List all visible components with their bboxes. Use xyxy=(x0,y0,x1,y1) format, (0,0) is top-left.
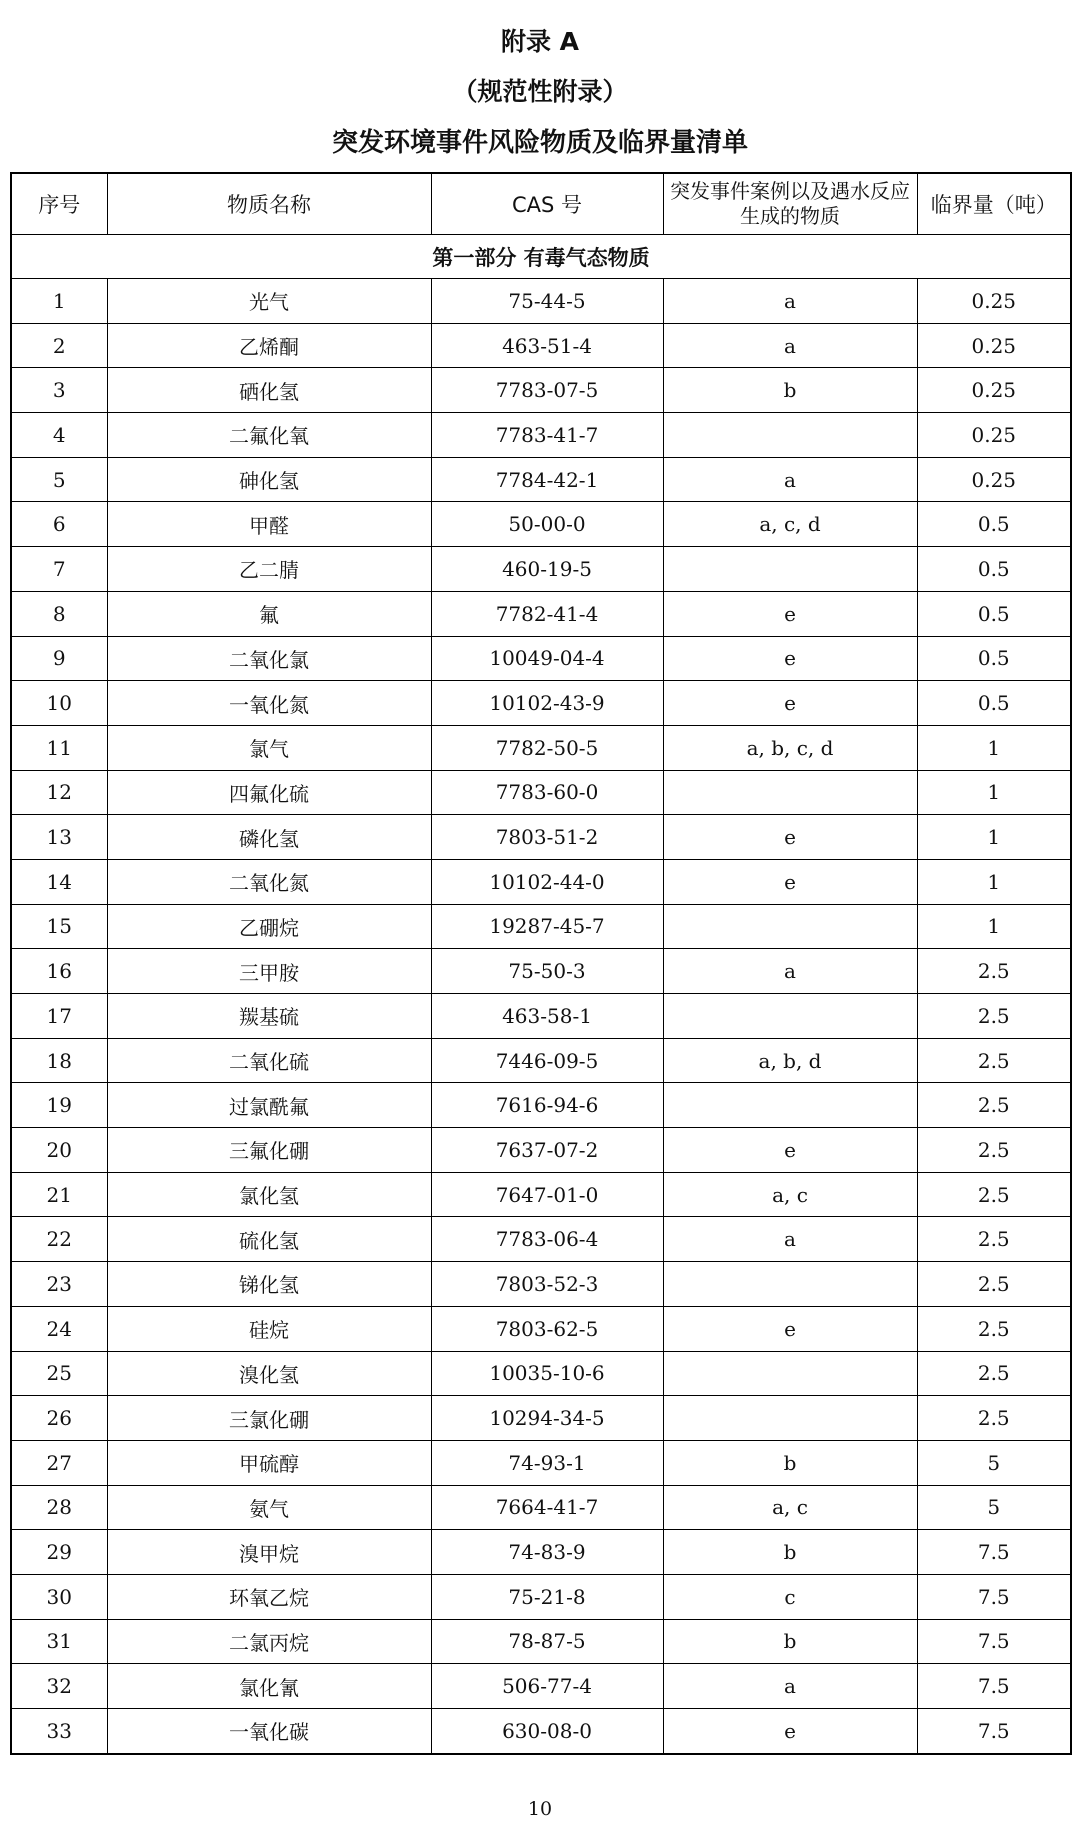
cell-name: 氨气 xyxy=(107,1485,431,1530)
cell-name: 氟 xyxy=(107,591,431,636)
table-row xyxy=(11,904,1071,949)
cell-name: 三氟化硼 xyxy=(107,1128,431,1173)
cell-name: 硒化氢 xyxy=(107,368,431,413)
cell-case: b xyxy=(663,1530,917,1575)
cell-case: e xyxy=(663,1128,917,1173)
cell-case: a xyxy=(663,457,917,502)
cell-cas: 463-51-4 xyxy=(431,323,663,368)
cell-no: 26 xyxy=(11,1396,107,1441)
table-row xyxy=(11,859,1071,904)
cell-name: 一氧化氮 xyxy=(107,681,431,726)
cell-cas: 7803-51-2 xyxy=(431,815,663,860)
cell-case: e xyxy=(663,681,917,726)
cell-no: 16 xyxy=(11,949,107,994)
cell-case: e xyxy=(663,591,917,636)
table-row xyxy=(11,1351,1071,1396)
cell-no: 6 xyxy=(11,502,107,547)
cell-case: c xyxy=(663,1574,917,1619)
table-row xyxy=(11,1172,1071,1217)
cell-case: a xyxy=(663,949,917,994)
cell-case: a, c xyxy=(663,1172,917,1217)
cell-case: e xyxy=(663,1709,917,1754)
cell-name: 乙烯酮 xyxy=(107,323,431,368)
cell-name: 羰基硫 xyxy=(107,994,431,1039)
cell-no: 12 xyxy=(11,770,107,815)
cell-case: e xyxy=(663,636,917,681)
cell-threshold: 2.5 xyxy=(917,1262,1071,1307)
cell-case: a xyxy=(663,1664,917,1709)
cell-no: 21 xyxy=(11,1172,107,1217)
cell-no: 9 xyxy=(11,636,107,681)
cell-case: a, c, d xyxy=(663,502,917,547)
cell-name: 硅烷 xyxy=(107,1306,431,1351)
cell-case xyxy=(663,1083,917,1128)
table-row xyxy=(11,413,1071,458)
table-row xyxy=(11,994,1071,1039)
table-row xyxy=(11,1262,1071,1307)
cell-threshold: 2.5 xyxy=(917,1306,1071,1351)
column-header-name: 物质名称 xyxy=(107,173,431,235)
cell-cas: 10049-04-4 xyxy=(431,636,663,681)
cell-threshold: 0.25 xyxy=(917,368,1071,413)
cell-name: 溴甲烷 xyxy=(107,1530,431,1575)
table-row xyxy=(11,1530,1071,1575)
section-row xyxy=(11,235,1071,279)
cell-name: 甲硫醇 xyxy=(107,1440,431,1485)
cell-threshold: 0.25 xyxy=(917,413,1071,458)
cell-no: 18 xyxy=(11,1038,107,1083)
cell-threshold: 2.5 xyxy=(917,1083,1071,1128)
cell-case: b xyxy=(663,368,917,413)
cell-no: 17 xyxy=(11,994,107,1039)
table-row xyxy=(11,1038,1071,1083)
cell-case: e xyxy=(663,815,917,860)
cell-cas: 7647-01-0 xyxy=(431,1172,663,1217)
cell-case: b xyxy=(663,1619,917,1664)
table-row xyxy=(11,815,1071,860)
cell-threshold: 7.5 xyxy=(917,1709,1071,1754)
table-row xyxy=(11,1574,1071,1619)
cell-case xyxy=(663,770,917,815)
cell-name: 氯化氰 xyxy=(107,1664,431,1709)
cell-no: 19 xyxy=(11,1083,107,1128)
cell-cas: 75-44-5 xyxy=(431,279,663,324)
cell-cas: 75-50-3 xyxy=(431,949,663,994)
cell-cas: 7803-52-3 xyxy=(431,1262,663,1307)
cell-threshold: 2.5 xyxy=(917,949,1071,994)
cell-case xyxy=(663,1262,917,1307)
cell-cas: 7446-09-5 xyxy=(431,1038,663,1083)
cell-cas: 7803-62-5 xyxy=(431,1306,663,1351)
table-row xyxy=(11,457,1071,502)
cell-case: e xyxy=(663,859,917,904)
cell-threshold: 1 xyxy=(917,770,1071,815)
table-row xyxy=(11,1083,1071,1128)
table-row xyxy=(11,591,1071,636)
cell-cas: 19287-45-7 xyxy=(431,904,663,949)
cell-no: 10 xyxy=(11,681,107,726)
cell-cas: 7664-41-7 xyxy=(431,1485,663,1530)
cell-cas: 7637-07-2 xyxy=(431,1128,663,1173)
cell-cas: 460-19-5 xyxy=(431,547,663,592)
cell-name: 环氧乙烷 xyxy=(107,1574,431,1619)
cell-case xyxy=(663,1351,917,1396)
cell-no: 4 xyxy=(11,413,107,458)
cell-threshold: 2.5 xyxy=(917,1351,1071,1396)
cell-name: 一氧化碳 xyxy=(107,1709,431,1754)
cell-name: 过氯酰氟 xyxy=(107,1083,431,1128)
cell-threshold: 0.25 xyxy=(917,457,1071,502)
cell-no: 23 xyxy=(11,1262,107,1307)
cell-name: 锑化氢 xyxy=(107,1262,431,1307)
cell-threshold: 2.5 xyxy=(917,994,1071,1039)
cell-no: 20 xyxy=(11,1128,107,1173)
cell-cas: 74-83-9 xyxy=(431,1530,663,1575)
column-header-no: 序号 xyxy=(11,173,107,235)
table-row xyxy=(11,502,1071,547)
cell-name: 磷化氢 xyxy=(107,815,431,860)
cell-cas: 10294-34-5 xyxy=(431,1396,663,1441)
cell-name: 硫化氢 xyxy=(107,1217,431,1262)
cell-name: 二氧化氮 xyxy=(107,859,431,904)
cell-threshold: 2.5 xyxy=(917,1038,1071,1083)
column-header-cas: CAS 号 xyxy=(431,173,663,235)
cell-no: 25 xyxy=(11,1351,107,1396)
table-row xyxy=(11,279,1071,324)
cell-case xyxy=(663,413,917,458)
cell-cas: 50-00-0 xyxy=(431,502,663,547)
cell-case: a, b, d xyxy=(663,1038,917,1083)
cell-no: 7 xyxy=(11,547,107,592)
cell-no: 13 xyxy=(11,815,107,860)
column-header-threshold: 临界量（吨） xyxy=(917,173,1071,235)
cell-threshold: 2.5 xyxy=(917,1172,1071,1217)
cell-threshold: 0.25 xyxy=(917,323,1071,368)
cell-threshold: 2.5 xyxy=(917,1217,1071,1262)
cell-no: 15 xyxy=(11,904,107,949)
cell-no: 27 xyxy=(11,1440,107,1485)
cell-name: 溴化氢 xyxy=(107,1351,431,1396)
cell-name: 乙二腈 xyxy=(107,547,431,592)
cell-case: a, c xyxy=(663,1485,917,1530)
cell-cas: 7782-41-4 xyxy=(431,591,663,636)
cell-threshold: 1 xyxy=(917,725,1071,770)
cell-case xyxy=(663,904,917,949)
cell-cas: 7782-50-5 xyxy=(431,725,663,770)
cell-cas: 75-21-8 xyxy=(431,1574,663,1619)
cell-name: 三甲胺 xyxy=(107,949,431,994)
cell-cas: 7783-07-5 xyxy=(431,368,663,413)
cell-name: 甲醛 xyxy=(107,502,431,547)
appendix-type: （规范性附录） xyxy=(452,77,628,106)
cell-cas: 7783-41-7 xyxy=(431,413,663,458)
cell-cas: 463-58-1 xyxy=(431,994,663,1039)
cell-cas: 7616-94-6 xyxy=(431,1083,663,1128)
cell-cas: 78-87-5 xyxy=(431,1619,663,1664)
cell-cas: 10102-43-9 xyxy=(431,681,663,726)
cell-threshold: 7.5 xyxy=(917,1664,1071,1709)
cell-name: 光气 xyxy=(107,279,431,324)
table-row xyxy=(11,1396,1071,1441)
table-row xyxy=(11,770,1071,815)
cell-no: 3 xyxy=(11,368,107,413)
table-row xyxy=(11,1485,1071,1530)
cell-no: 24 xyxy=(11,1306,107,1351)
cell-no: 8 xyxy=(11,591,107,636)
table-row xyxy=(11,949,1071,994)
cell-no: 22 xyxy=(11,1217,107,1262)
cell-case xyxy=(663,994,917,1039)
cell-case: b xyxy=(663,1440,917,1485)
table-row xyxy=(11,1128,1071,1173)
cell-threshold: 1 xyxy=(917,904,1071,949)
substance-table xyxy=(10,172,1072,1755)
cell-threshold: 0.5 xyxy=(917,636,1071,681)
table-row xyxy=(11,1619,1071,1664)
cell-case: a xyxy=(663,1217,917,1262)
cell-name: 砷化氢 xyxy=(107,457,431,502)
cell-threshold: 1 xyxy=(917,859,1071,904)
cell-threshold: 7.5 xyxy=(917,1530,1071,1575)
cell-threshold: 7.5 xyxy=(917,1574,1071,1619)
table-row xyxy=(11,323,1071,368)
cell-no: 30 xyxy=(11,1574,107,1619)
page-number: 10 xyxy=(527,1798,553,1820)
cell-name: 四氟化硫 xyxy=(107,770,431,815)
cell-threshold: 1 xyxy=(917,815,1071,860)
cell-threshold: 0.5 xyxy=(917,547,1071,592)
cell-cas: 630-08-0 xyxy=(431,1709,663,1754)
table-row xyxy=(11,725,1071,770)
cell-case: a xyxy=(663,279,917,324)
table-row xyxy=(11,1709,1071,1754)
cell-name: 二氧化硫 xyxy=(107,1038,431,1083)
cell-no: 31 xyxy=(11,1619,107,1664)
cell-case: a, b, c, d xyxy=(663,725,917,770)
cell-threshold: 0.5 xyxy=(917,681,1071,726)
table-row xyxy=(11,1306,1071,1351)
cell-name: 二氯丙烷 xyxy=(107,1619,431,1664)
cell-no: 29 xyxy=(11,1530,107,1575)
cell-no: 32 xyxy=(11,1664,107,1709)
cell-name: 三氯化硼 xyxy=(107,1396,431,1441)
table-row xyxy=(11,368,1071,413)
cell-no: 1 xyxy=(11,279,107,324)
cell-name: 二氧化氯 xyxy=(107,636,431,681)
cell-cas: 74-93-1 xyxy=(431,1440,663,1485)
cell-no: 2 xyxy=(11,323,107,368)
cell-case xyxy=(663,1396,917,1441)
section-title: 第一部分 有毒气态物质 xyxy=(11,235,1071,279)
cell-cas: 10035-10-6 xyxy=(431,1351,663,1396)
table-row xyxy=(11,1664,1071,1709)
cell-threshold: 5 xyxy=(917,1440,1071,1485)
cell-threshold: 0.5 xyxy=(917,502,1071,547)
appendix-title: 附录 A xyxy=(500,27,580,56)
cell-no: 33 xyxy=(11,1709,107,1754)
cell-cas: 10102-44-0 xyxy=(431,859,663,904)
cell-name: 氯化氢 xyxy=(107,1172,431,1217)
cell-cas: 7783-06-4 xyxy=(431,1217,663,1262)
table-row xyxy=(11,636,1071,681)
document-title: 突发环境事件风险物质及临界量清单 xyxy=(331,128,748,158)
cell-name: 乙硼烷 xyxy=(107,904,431,949)
table-row xyxy=(11,1217,1071,1262)
cell-name: 二氟化氧 xyxy=(107,413,431,458)
cell-threshold: 2.5 xyxy=(917,1396,1071,1441)
cell-case: e xyxy=(663,1306,917,1351)
table-header-row xyxy=(11,173,1071,235)
cell-name: 氯气 xyxy=(107,725,431,770)
cell-threshold: 7.5 xyxy=(917,1619,1071,1664)
cell-threshold: 2.5 xyxy=(917,1128,1071,1173)
cell-threshold: 0.25 xyxy=(917,279,1071,324)
cell-case xyxy=(663,547,917,592)
cell-threshold: 5 xyxy=(917,1485,1071,1530)
table-row xyxy=(11,547,1071,592)
table-row xyxy=(11,1440,1071,1485)
cell-cas: 7784-42-1 xyxy=(431,457,663,502)
cell-no: 11 xyxy=(11,725,107,770)
table-row xyxy=(11,681,1071,726)
cell-cas: 7783-60-0 xyxy=(431,770,663,815)
column-header-case: 突发事件案例以及遇水反应生成的物质 xyxy=(663,173,917,235)
cell-cas: 506-77-4 xyxy=(431,1664,663,1709)
cell-case: a xyxy=(663,323,917,368)
cell-threshold: 0.5 xyxy=(917,591,1071,636)
cell-no: 5 xyxy=(11,457,107,502)
cell-no: 28 xyxy=(11,1485,107,1530)
cell-no: 14 xyxy=(11,859,107,904)
